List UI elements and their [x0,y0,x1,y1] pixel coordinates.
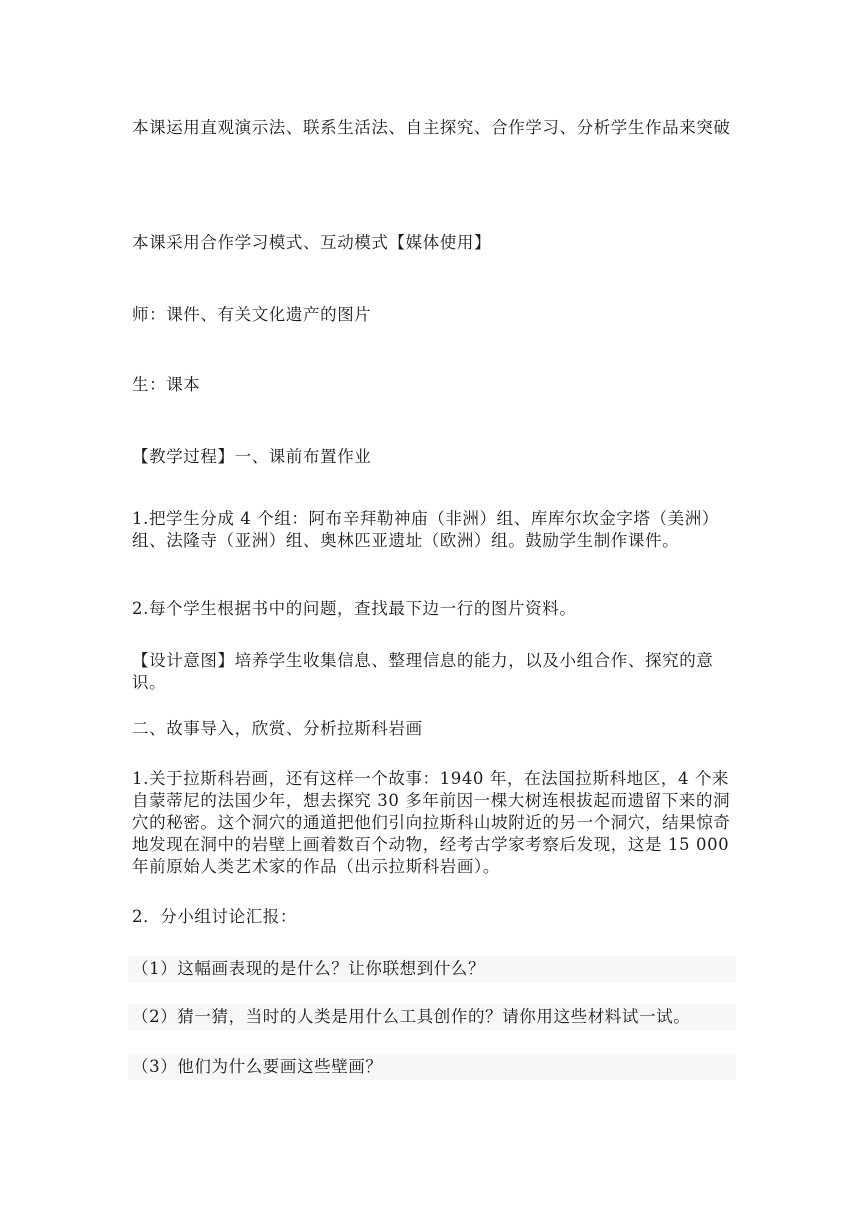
paragraph-lascaux-story: 1.关于拉斯科岩画，还有这样一个故事：1940 年，在法国拉斯科地区，4 个来自蒙蒂尼的法国少年，想去探究 30 多年前因一棵大树连根拔起而遗留下来的洞穴的秘密。这个洞穴的通道把他们引向拉斯科山坡附近的另一个洞穴，结果惊奇地发现在洞中的岩壁上画着数百个动物，经考古学家考察后发现，这是 15 000 年前原始人类艺术家的作品（出示拉斯科岩画）。 [132,769,731,876]
paragraph-student-media: 生：课本 [132,375,201,394]
paragraph-design-intent: 【设计意图】培养学生收集信息、整理信息的能力，以及小组合作、探究的意识。 [132,651,714,692]
paragraph-picture-search: 2.每个学生根据书中的问题，查找最下边一行的图片资料。 [132,599,577,618]
question-1: （1）这幅画表现的是什么？让你联想到什么？ [128,956,736,982]
paragraph-group-discussion: 2．分小组讨论汇报： [132,907,297,926]
heading-story-intro: 二、故事导入，欣赏、分析拉斯科岩画 [132,719,423,738]
question-2: （2）猜一猜，当时的人类是用什么工具创作的？请你用这些材料试一试。 [128,1004,736,1030]
paragraph-learning-mode: 本课采用合作学习模式、互动模式【媒体使用】 [132,233,492,252]
paragraph-teacher-media: 师：课件、有关文化遗产的图片 [132,305,372,324]
paragraph-teaching-methods: 本课运用直观演示法、联系生活法、自主探究、合作学习、分析学生作品来突破 [132,118,731,137]
paragraph-group-assignment: 1.把学生分成 4 个组：阿布辛拜勒神庙（非洲）组、库库尔坎金字塔（美洲）组、法隆寺（亚洲）组、奥林匹亚遗址（欧洲）组。鼓励学生制作课件。 [132,509,719,550]
question-3: （3）他们为什么要画这些壁画？ [128,1054,736,1080]
heading-teaching-process: 【教学过程】一、课前布置作业 [132,447,372,466]
